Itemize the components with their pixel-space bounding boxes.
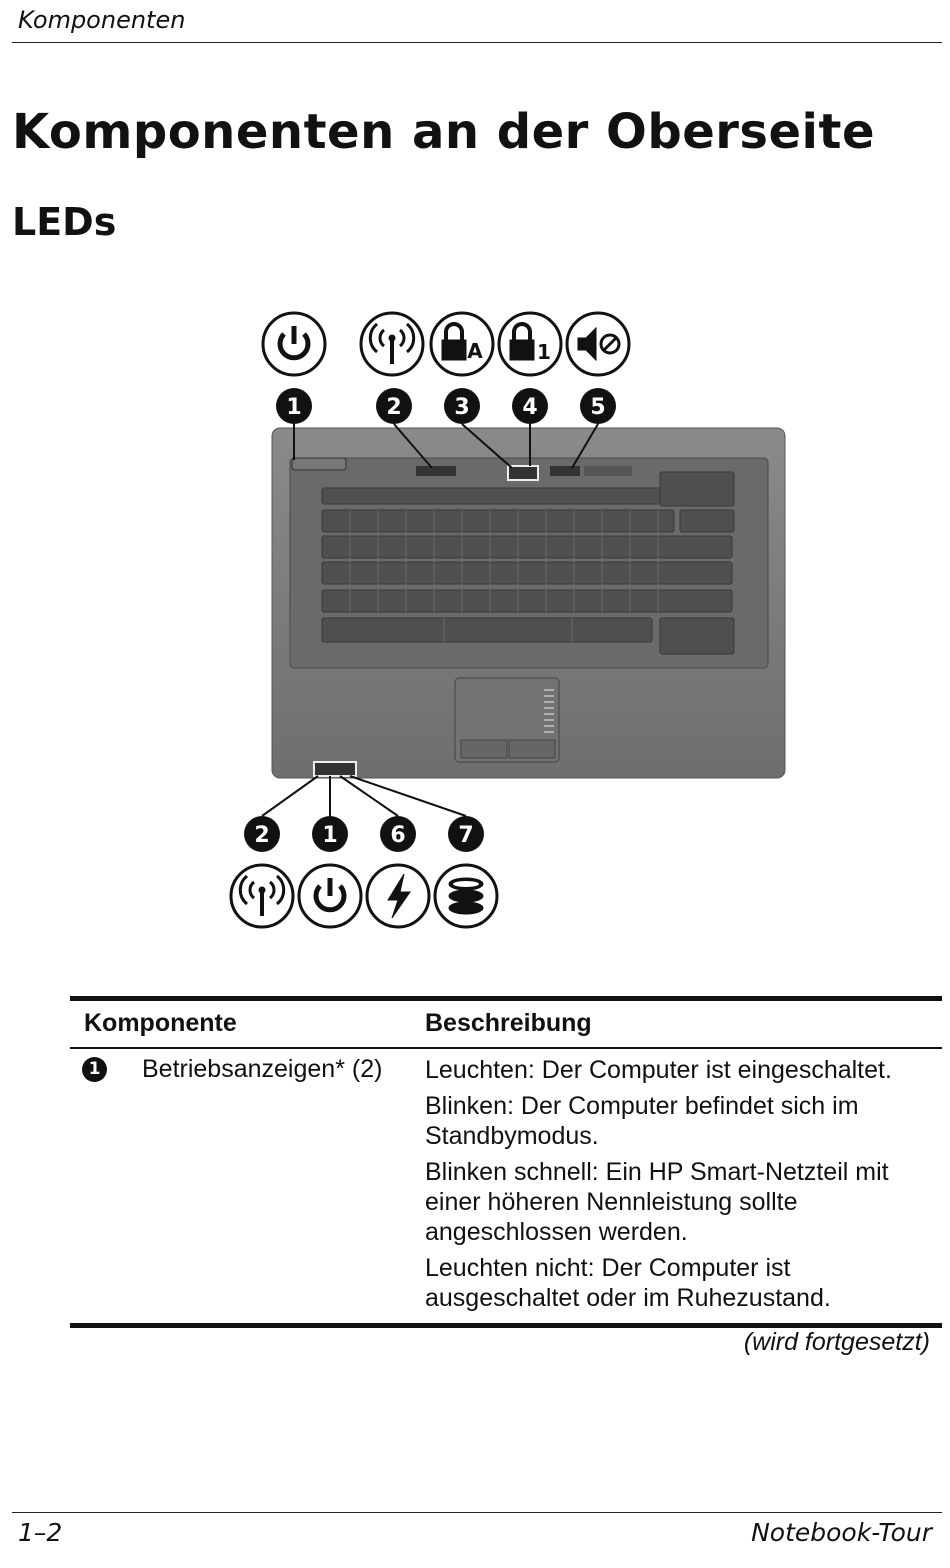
svg-text:2: 2 bbox=[386, 395, 402, 420]
keyboard-keys bbox=[322, 472, 734, 654]
caps-lock-icon bbox=[431, 313, 493, 375]
callout-4-top bbox=[512, 388, 548, 424]
component-table bbox=[70, 996, 942, 1328]
chapter-title: Notebook-Tour bbox=[751, 1518, 932, 1547]
continued-note: (wird fortgesetzt) bbox=[743, 1328, 930, 1356]
callout-1-top bbox=[276, 388, 312, 424]
battery-icon bbox=[367, 865, 429, 927]
callout-1-bottom bbox=[312, 816, 348, 852]
row-number-badge: 1 bbox=[82, 1057, 107, 1082]
notebook-figure bbox=[0, 300, 950, 940]
svg-text:5: 5 bbox=[590, 395, 606, 420]
footer-rule bbox=[12, 1512, 942, 1513]
power-button-bar bbox=[292, 458, 346, 470]
col-header-description: Beschreibung bbox=[425, 1009, 592, 1037]
row-component: Betriebsanzeigen* (2) bbox=[142, 1055, 383, 1083]
svg-text:4: 4 bbox=[522, 395, 538, 420]
table-row bbox=[70, 1049, 942, 1323]
subsection-title: LEDs bbox=[12, 200, 117, 244]
drive-icon bbox=[435, 865, 497, 927]
callout-2-top bbox=[376, 388, 412, 424]
description-line: Blinken schnell: Ein HP Smart-Netzteil mit einer höheren Nennleistung sollte angeschlossen werden. bbox=[425, 1158, 889, 1246]
col-header-component: Komponente bbox=[84, 1009, 237, 1037]
description-line: Blinken: Der Computer befindet sich im Standbymodus. bbox=[425, 1092, 859, 1150]
svg-text:1: 1 bbox=[286, 395, 302, 420]
wireless-icon bbox=[361, 313, 423, 375]
power-icon bbox=[299, 865, 361, 927]
mute-icon bbox=[567, 313, 629, 375]
header-rule bbox=[12, 42, 942, 43]
running-header: Komponenten bbox=[18, 6, 186, 34]
svg-text:3: 3 bbox=[454, 395, 470, 420]
row-description bbox=[425, 1055, 935, 1319]
num-lock-icon bbox=[499, 313, 561, 375]
power-icon bbox=[263, 313, 325, 375]
section-title: Komponenten an der Oberseite bbox=[12, 104, 875, 160]
svg-text:1: 1 bbox=[322, 823, 338, 848]
callout-5-top bbox=[580, 388, 616, 424]
front-led-strip bbox=[314, 762, 356, 776]
callout-6-bottom bbox=[380, 816, 416, 852]
svg-text:6: 6 bbox=[390, 823, 406, 848]
callout-2-bottom bbox=[244, 816, 280, 852]
callout-3-top bbox=[444, 388, 480, 424]
page-number: 1–2 bbox=[18, 1518, 63, 1547]
svg-text:2: 2 bbox=[254, 823, 270, 848]
svg-text:7: 7 bbox=[458, 823, 474, 848]
table-header bbox=[70, 1001, 942, 1047]
description-line: Leuchten nicht: Der Computer ist ausgeschaltet oder im Ruhezustand. bbox=[425, 1254, 831, 1312]
svg-text:A: A bbox=[467, 339, 483, 363]
description-line: Leuchten: Der Computer ist eingeschaltet. bbox=[425, 1056, 892, 1084]
wireless-icon bbox=[231, 865, 293, 927]
callout-7-bottom bbox=[448, 816, 484, 852]
svg-text:1: 1 bbox=[537, 340, 551, 364]
